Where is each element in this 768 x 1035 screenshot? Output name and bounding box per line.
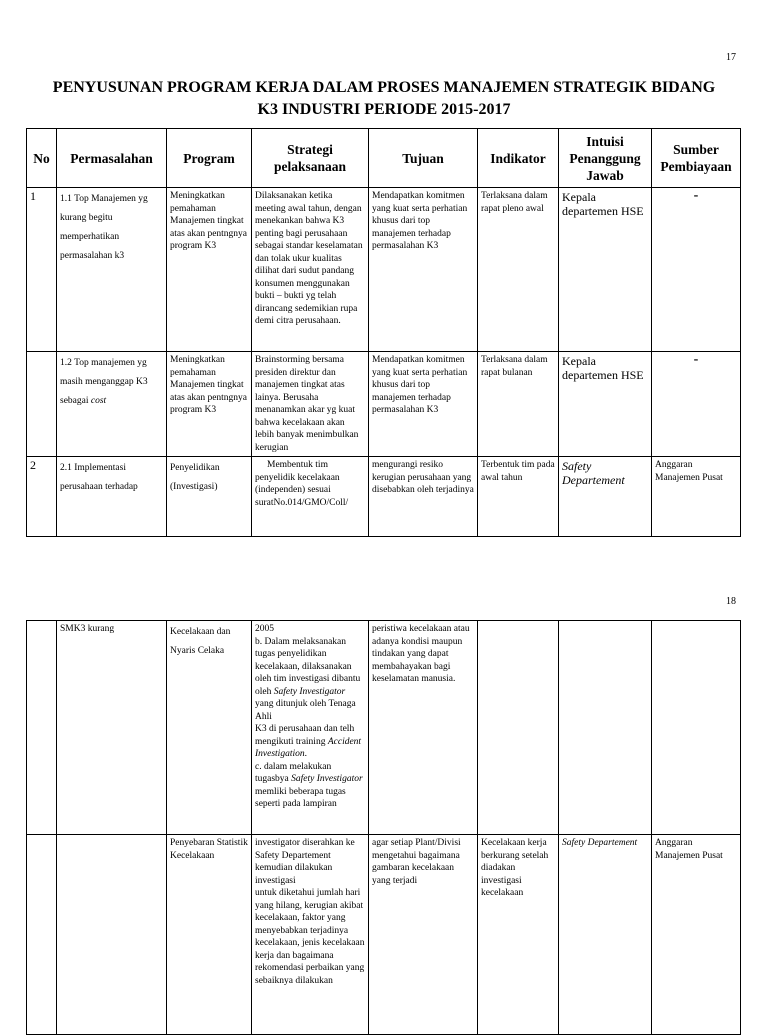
strategi-italic: Safety Investigator [273, 686, 346, 697]
program-table-page-18 [26, 620, 741, 1035]
cell-strategi [252, 835, 369, 1035]
page-number: 18 [726, 596, 736, 607]
strategi-line: c. dalam melakukan tugasbya [255, 761, 332, 784]
cell-program: Kecelakaan dan Nyaris Celaka [167, 621, 252, 835]
cell-indikator: Terlaksana dalam rapat bulanan [478, 352, 559, 457]
strategi-line: K3 di perusahaan dan telh mengikuti training [255, 724, 355, 747]
cell-indikator: Kecelakaan kerja berkurang setelah diadakan investigasi kecelakaan [478, 835, 559, 1035]
strategi-italic: Safety Investigator [291, 774, 363, 784]
intuisi-italic: Safety Departement [562, 838, 638, 848]
cell-strategi: Dilaksanakan ketika meeting awal tahun, dengan menekankan bahwa K3 penting bagi perusahaan sebagai standar keselamatan dan tolak ukur kualitas dilihat dari sudut pandang konsumen menggunakan bukti – bukti yg telah dirancang sedemikian rupa demi citra perusahaan. [252, 188, 369, 352]
cell-program: Meningkatkan pemahaman Manajemen tingkat atas akan pentngnya program K3 [167, 188, 252, 352]
cell-indikator [478, 621, 559, 835]
cell-intuisi: Kepala departemen HSE [559, 352, 652, 457]
cell-indikator: Terbentuk tim pada awal tahun [478, 457, 559, 537]
permasalahan-italic: cost [90, 396, 107, 406]
cell-program: Meningkatkan pemahaman Manajemen tingkat atas akan pentngnya program K3 [167, 352, 252, 457]
document-title-line-2: K3 INDUSTRI PERIODE 2015-2017 [257, 101, 511, 118]
header-indikator: Indikator [478, 129, 559, 188]
cell-intuisi [559, 621, 652, 835]
row-number [27, 835, 57, 1035]
cell-intuisi: Kepala departemen HSE [559, 188, 652, 352]
document-title-line-1: PENYUSUNAN PROGRAM KERJA DALAM PROSES MANAJEMEN STRATEGIK BIDANG [52, 79, 716, 96]
cell-permasalahan [57, 352, 167, 457]
cell-permasalahan: 1.1 Top Manajemen yg kurang begitu memperhatikan permasalahan k3 [57, 188, 167, 352]
header-intuisi: Intuisi Penanggung Jawab [559, 129, 652, 188]
cell-tujuan: peristiwa kecelakaan atau adanya kondisi maupun tindakan yang dapat membahayakan bagi keselamatan manusia. [369, 621, 478, 835]
header-permasalahan: Permasalahan [57, 129, 167, 188]
row-number [27, 352, 57, 457]
page-number: 17 [726, 52, 736, 63]
cell-tujuan: Mendapatkan komitmen yang kuat serta perhatian khusus dari top manajemen terhadap permasalahan K3 [369, 352, 478, 457]
cell-strategi [252, 621, 369, 835]
cell-intuisi [559, 835, 652, 1035]
cell-program: Penyelidikan (Investigasi) [167, 457, 252, 537]
strategi-line: investigator diserahkan ke Safety Departement kemudian dilakukan investigasi [255, 838, 355, 886]
cell-sumber [652, 621, 741, 835]
table-row [27, 457, 741, 537]
permasalahan-text: 1.2 Top manajemen yg masih menganggap K3 sebagai [60, 358, 148, 406]
program-table-page-17 [26, 128, 741, 537]
cell-sumber: - [652, 352, 741, 457]
cell-strategi: Brainstorming bersama presiden direktur dan manajemen tingkat atas lainya. Berusaha menanamkan akar yg kuat bahwa kecelakaan akan lebih banyak menimbulkan kerugian [252, 352, 369, 457]
cell-sumber: - [652, 188, 741, 352]
table-row [27, 188, 741, 352]
row-number [27, 621, 57, 835]
row-number: 1 [27, 188, 57, 352]
strategi-line: 2005 [255, 624, 274, 634]
strategi-line: yang ditunjuk oleh Tenaga Ahli [255, 699, 356, 722]
cell-indikator: Terlaksana dalam rapat pleno awal [478, 188, 559, 352]
header-program: Program [167, 129, 252, 188]
strategi-line: untuk diketahui jumlah hari yang hilang, kerugian akibat kecelakaan, faktor yang menyebabkan terjadinya kecelakaan, jenis kecelakaan kerja dan bagaimana rekomendasi perbaikan yang sebaiknya dilakukan [255, 888, 365, 986]
cell-permasalahan: 2.1 Implementasi perusahaan terhadap [57, 457, 167, 537]
cell-permasalahan [57, 835, 167, 1035]
header-strategi: Strategi pelaksanaan [252, 129, 369, 188]
strategi-line: b. Dalam melaksanakan tugas penyelidikan kecelakaan, dilaksanakan oleh tim investigasi dibantu oleh [255, 636, 361, 697]
cell-permasalahan: SMK3 kurang [57, 621, 167, 835]
cell-intuisi [559, 457, 652, 537]
cell-sumber: Anggaran Manajemen Pusat [652, 835, 741, 1035]
table-header-row [27, 129, 741, 188]
cell-tujuan: mengurangi resiko kerugian perusahaan yang disebabkan oleh terjadinya [369, 457, 478, 537]
header-sumber: Sumber Pembiayaan [652, 129, 741, 188]
row-number: 2 [27, 457, 57, 537]
cell-program: Penyebaran Statistik Kecelakaan [167, 835, 252, 1035]
cell-tujuan: Mendapatkan komitmen yang kuat serta perhatian khusus dari top manajemen terhadap permasalahan K3 [369, 188, 478, 352]
strategi-italic: Accident Investigation [255, 736, 362, 759]
intuisi-italic: Safety Departement [562, 459, 625, 487]
cell-strategi [252, 457, 369, 537]
header-no: No [27, 129, 57, 188]
strategi-line: . [304, 749, 307, 759]
table-row [27, 835, 741, 1035]
strategi-line: memliki beberapa tugas seperti pada lampiran [255, 786, 346, 809]
cell-sumber: Anggaran Manajemen Pusat [652, 457, 741, 537]
strategi-text: Membentuk tim penyelidik kecelakaan (independen) sesuai suratNo.014/GMO/Coll/ [255, 460, 349, 508]
header-tujuan: Tujuan [369, 129, 478, 188]
table-row [27, 621, 741, 835]
table-row [27, 352, 741, 457]
cell-tujuan: agar setiap Plant/Divisi mengetahui bagaimana gambaran kecelakaan yang terjadi [369, 835, 478, 1035]
